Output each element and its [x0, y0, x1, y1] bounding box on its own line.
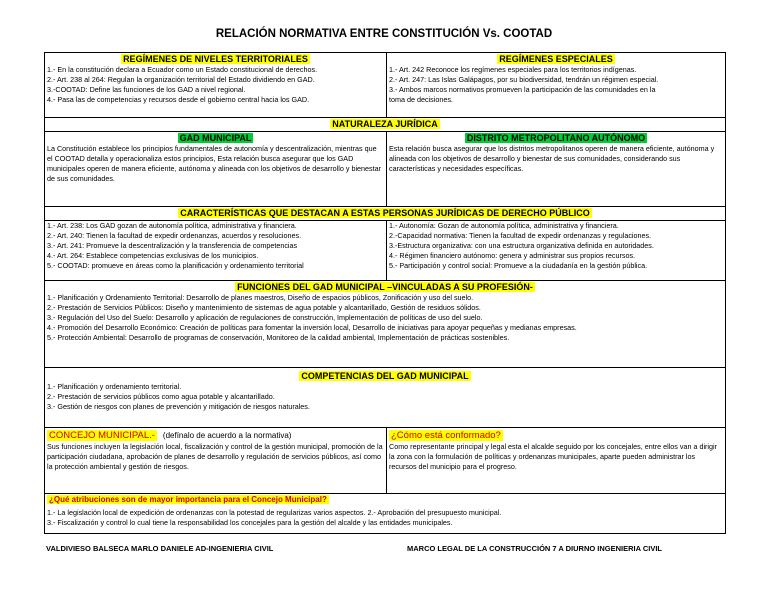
list-item: 3.- Art. 241: Promueve la descentralización y la transferencia de competencias	[47, 241, 298, 250]
list-item: 3.- Ambos marcos normativos promueven la participación de las comunidades en la	[389, 85, 656, 94]
caracteristicas-row	[45, 221, 725, 281]
list-item: 1.- Art. 242 Reconoce los regímenes especiales para los territorios indígenas.	[389, 65, 637, 74]
document-title: RELACIÓN NORMATIVA ENTRE CONSTITUCIÓN Vs. COOTAD	[215, 28, 553, 40]
regimenes-territoriales-heading: REGÍMENES DE NIVELES TERRITORIALES	[123, 54, 308, 64]
competencias-cell	[45, 368, 725, 427]
list-item: 2.-Capacidad normativa: Tienen la facultad de expedir ordenanzas y regulaciones.	[389, 231, 652, 240]
list-item: 1.- En la constitución declara a Ecuador como un Estado constitucional de derechos.	[47, 65, 318, 74]
list-item: 3.-Estructura organizativa: con una estructura organizativa definida en autoridades.	[389, 241, 654, 250]
list-item: 1.- La legislación local de expedición de ordenanzas con la potestad de regularizas varios aspectos. 2.- Aprobación del presupuesto municipal.	[47, 508, 502, 517]
caracteristicas-heading-row	[45, 207, 725, 221]
conformacion-text: Como representante principal y legal esta el alcalde seguido por los concejales, entre ellos van a dirigir la zona con la formulación de políticas y ordenanzas municipales, aparte pueden administrar los recursos del municipio para el progreso.	[389, 442, 718, 471]
naturaleza-row	[45, 132, 725, 207]
conformacion-cell	[386, 428, 725, 493]
list-item: 1.- Art. 238: Los GAD gozan de autonomía política, administrativa y financiera.	[47, 221, 297, 230]
list-item: 5.- COOTAD: promueve en áreas como la planificación y ordenamiento territorial	[47, 261, 304, 270]
list-item: 2.- Prestación de servicios públicos como agua potable y alcantarillado.	[47, 392, 275, 401]
concejo-row	[45, 428, 725, 494]
distrito-metropolitano-heading: DISTRITO METROPOLITANO AUTÓNOMO	[466, 133, 646, 143]
list-item: 3.- Gestión de riesgos con planes de prevención y mitigación de riesgos naturales.	[47, 402, 310, 411]
list-item: 1.- Planificación y Ordenamiento Territorial: Desarrollo de planes maestros, Diseño de espacios públicos, Zonificación y uso del suelo.	[47, 293, 474, 302]
concejo-municipal-heading: CONCEJO MUNICIPAL.-	[49, 430, 155, 441]
footer-author: VALDIVIESO BALSECA MARLO DANIELE AD-INGENIERIA CIVIL	[46, 544, 274, 553]
competencias-row	[45, 368, 725, 428]
atribuciones-row	[45, 494, 725, 534]
list-item: 2.- Art. 247: Las Islas Galápagos, por su biodiversidad, tendrán un régimen especial.	[389, 75, 659, 84]
caracteristicas-left-cell	[45, 221, 386, 280]
list-item: 3.- Regulación del Uso del Suelo: Desarrollo y aplicación de regulaciones de construcción, Implementación de políticas de uso del suelo.	[47, 313, 483, 322]
distrito-metropolitano-cell	[386, 132, 725, 206]
distrito-metropolitano-text: Esta relación busca asegurar que los distritos metropolitanos operen de manera eficiente, autónoma y alineada con los objetivos de desarrollo y bienestar de sus comunidades, considerando sus características y necesidades específicas.	[389, 144, 715, 173]
list-item: 5.- Protección Ambiental: Desarrollo de programas de conservación, Monitoreo de la calidad ambiental, Implementación de prácticas sostenibles.	[47, 333, 510, 342]
list-item: toma de decisiones.	[389, 95, 453, 104]
regimenes-territoriales-cell	[45, 53, 386, 117]
caracteristicas-heading: CARACTERÍSTICAS QUE DESTACAN A ESTAS PERSONAS JURÍDICAS DE DERECHO PÚBLICO	[180, 208, 590, 218]
concejo-municipal-text: Sus funciones incluyen la legislación local, fiscalización y control de la gestión municipal, promoción de la participación ciudadana, aprobación de planes de desarrollo y regulación de servicios públicos, así como la protección ambiental y gestión de riesgos.	[47, 442, 383, 471]
list-item: 4.- Régimen financiero autónomo: genera y administrar sus propios recursos.	[389, 251, 636, 260]
list-item: 2.- Art. 238 al 264: Regulan la organización territorial del Estado dividiendo en GAD.	[47, 75, 315, 84]
list-item: 1.- Autonomía: Gozan de autonomía política, administrativa y financiera.	[389, 221, 619, 230]
concejo-municipal-cell	[45, 428, 386, 493]
regimenes-row	[45, 53, 725, 118]
document-table	[44, 52, 726, 534]
concejo-municipal-note: (defínalo de acuerdo a la normativa)	[162, 431, 292, 440]
footer-course: MARCO LEGAL DE LA CONSTRUCCIÓN 7 A DIURNO INGENIERIA CIVIL	[407, 544, 663, 553]
gad-municipal-text: La Constitución establece los principios fundamentales de autonomía y descentralización, mientras que el COOTAD detalla y operacionaliza estos principios, Esta relación busca asegurar que los GAD municipales operen de manera eficiente, autónoma y alineada con los objetivos de desarrollo y bienestar de sus comunidades.	[47, 144, 382, 183]
list-item: 3.-COOTAD: Define las funciones de los GAD a nivel regional.	[47, 85, 246, 94]
regimenes-especiales-cell	[386, 53, 725, 117]
list-item: 2.- Prestación de Servicios Públicos: Diseño y mantenimiento de sistemas de agua potable y alcantarillado, Gestión de residuos sólidos.	[47, 303, 481, 312]
atribuciones-cell	[45, 494, 725, 533]
atribuciones-heading: ¿Qué atribuciones son de mayor importancia para el Concejo Municipal?	[49, 495, 327, 504]
funciones-cell	[45, 281, 725, 367]
list-item: 2.- Art. 240: Tienen la facultad de expedir ordenanzas, acuerdos y resoluciones.	[47, 231, 302, 240]
list-item: 1.- Planificación y ordenamiento territorial.	[47, 382, 182, 391]
funciones-heading: FUNCIONES DEL GAD MUNICIPAL –VINCULADAS A SU PROFESIÓN-	[237, 282, 533, 292]
list-item: 5.- Participación y control social: Promueve a la ciudadanía en la gestión pública.	[389, 261, 648, 270]
list-item: 4.- Pasa las de competencias y recursos desde el gobierno central hacia los GAD.	[47, 95, 310, 104]
funciones-row	[45, 281, 725, 368]
gad-municipal-heading: GAD MUNICIPAL	[179, 133, 252, 143]
conformacion-heading: ¿Cómo está conformado?	[391, 430, 501, 441]
naturaleza-heading: NATURALEZA JURÍDICA	[332, 119, 438, 129]
list-item: 3.- Fiscalización y control lo cual tiene la responsabilidad los concejales para la gestión del alcalde y las entidades municipales.	[47, 518, 453, 527]
competencias-heading: COMPETENCIAS DEL GAD MUNICIPAL	[301, 371, 469, 381]
naturaleza-heading-row	[45, 118, 725, 132]
gad-municipal-cell	[45, 132, 386, 206]
caracteristicas-right-cell	[386, 221, 725, 280]
list-item: 4.- Promoción del Desarrollo Económico: Creación de políticas para fomentar la inversión local, Desarrollo de iniciativas para apoyar pequeñas y medianas empresas.	[47, 323, 577, 332]
list-item: 4.- Art. 264: Establece competencias exclusivas de los municipios.	[47, 251, 259, 260]
regimenes-especiales-heading: REGÍMENES ESPECIALES	[499, 54, 613, 64]
